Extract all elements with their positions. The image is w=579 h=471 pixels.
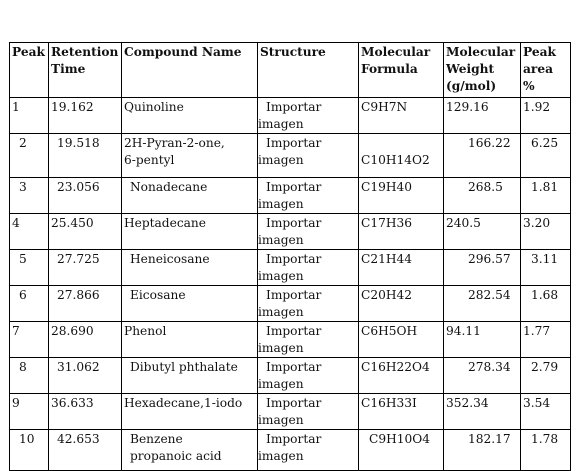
cell-molecular-formula: C19H40 — [359, 178, 444, 214]
cell-peak: 10 — [10, 430, 49, 471]
cell-molecular-weight: 278.34 — [444, 358, 521, 394]
cell-molecular-weight: 182.17 — [444, 430, 521, 471]
cell-retention-time: 19.162 — [49, 98, 122, 134]
cell-peak-area: 1.81 — [521, 178, 571, 214]
header-peak-area: Peak area % — [521, 43, 571, 98]
cell-structure — [258, 98, 359, 134]
cell-molecular-weight: 282.54 — [444, 286, 521, 322]
cell-molecular-formula: C9H10O4 — [359, 430, 444, 471]
structure-line2: imagen — [258, 449, 304, 463]
structure-line2: imagen — [258, 413, 304, 427]
cell-molecular-formula: C21H44 — [359, 250, 444, 286]
cell-compound-name: 2H-Pyran-2-one, 6-pentyl — [122, 134, 258, 178]
cell-structure — [258, 134, 359, 178]
cell-structure — [258, 286, 359, 322]
structure-line2: imagen — [258, 341, 304, 355]
header-row — [10, 43, 571, 98]
header-compound-name: Compound Name — [122, 43, 258, 98]
cell-compound-name: Eicosane — [122, 286, 258, 322]
cell-peak-area: 3.11 — [521, 250, 571, 286]
cell-compound-name: Heptadecane — [122, 214, 258, 250]
cell-retention-time: 25.450 — [49, 214, 122, 250]
cell-structure — [258, 430, 359, 471]
header-molecular-weight: Molecular Weight (g/mol) — [444, 43, 521, 98]
header-peak: Peak — [10, 43, 49, 98]
cell-molecular-formula: C16H33I — [359, 394, 444, 430]
cell-peak: 3 — [10, 178, 49, 214]
cell-compound-name: Benzene propanoic acid — [122, 430, 258, 471]
structure-line1: Importar — [266, 136, 322, 150]
structure-line2: imagen — [258, 153, 304, 167]
cell-retention-time: 27.866 — [49, 286, 122, 322]
cell-peak-area: 6.25 — [521, 134, 571, 178]
cell-structure — [258, 358, 359, 394]
table-row — [10, 394, 571, 430]
cell-molecular-weight: 352.34 — [444, 394, 521, 430]
table-row — [10, 98, 571, 134]
table-row — [10, 250, 571, 286]
cell-peak: 2 — [10, 134, 49, 178]
cell-structure — [258, 322, 359, 358]
cell-structure — [258, 394, 359, 430]
cell-peak: 9 — [10, 394, 49, 430]
cell-molecular-formula: C16H22O4 — [359, 358, 444, 394]
compound-table — [9, 42, 571, 471]
table-row — [10, 214, 571, 250]
table-row — [10, 178, 571, 214]
table-row — [10, 134, 571, 178]
cell-compound-name: Quinoline — [122, 98, 258, 134]
cell-molecular-formula: C6H5OH — [359, 322, 444, 358]
structure-line2: imagen — [258, 377, 304, 391]
table-row — [10, 286, 571, 322]
table-row — [10, 322, 571, 358]
header-retention-time: Retention Time — [49, 43, 122, 98]
header-molecular-formula: Molecular Formula — [359, 43, 444, 98]
cell-retention-time: 28.690 — [49, 322, 122, 358]
cell-retention-time: 36.633 — [49, 394, 122, 430]
structure-line1: Importar — [266, 432, 322, 446]
cell-retention-time: 42.653 — [49, 430, 122, 471]
cell-molecular-formula: C10H14O2 — [359, 134, 444, 178]
cell-compound-name: Dibutyl phthalate — [122, 358, 258, 394]
cell-peak-area: 3.20 — [521, 214, 571, 250]
cell-molecular-weight: 129.16 — [444, 98, 521, 134]
cell-peak-area: 1.77 — [521, 322, 571, 358]
structure-line2: imagen — [258, 233, 304, 247]
table-row — [10, 430, 571, 471]
structure-line1: Importar — [266, 252, 322, 266]
structure-line1: Importar — [266, 360, 322, 374]
cell-retention-time: 31.062 — [49, 358, 122, 394]
cell-molecular-formula: C9H7N — [359, 98, 444, 134]
cell-structure — [258, 214, 359, 250]
structure-line1: Importar — [266, 396, 322, 410]
table-row — [10, 358, 571, 394]
cell-molecular-formula: C20H42 — [359, 286, 444, 322]
cell-peak: 4 — [10, 214, 49, 250]
structure-line2: imagen — [258, 197, 304, 211]
structure-line2: imagen — [258, 117, 304, 131]
cell-compound-name: Heneicosane — [122, 250, 258, 286]
cell-molecular-weight: 240.5 — [444, 214, 521, 250]
header-structure: Structure — [258, 43, 359, 98]
cell-peak-area: 1.68 — [521, 286, 571, 322]
structure-line1: Importar — [266, 288, 322, 302]
structure-line1: Importar — [266, 180, 322, 194]
cell-peak: 7 — [10, 322, 49, 358]
cell-peak: 6 — [10, 286, 49, 322]
cell-compound-name: Nonadecane — [122, 178, 258, 214]
cell-peak: 1 — [10, 98, 49, 134]
cell-peak: 8 — [10, 358, 49, 394]
cell-compound-name: Hexadecane,1-iodo — [122, 394, 258, 430]
cell-retention-time: 27.725 — [49, 250, 122, 286]
structure-line2: imagen — [258, 305, 304, 319]
structure-line1: Importar — [266, 324, 322, 338]
cell-peak-area: 1.92 — [521, 98, 571, 134]
cell-peak-area: 1.78 — [521, 430, 571, 471]
cell-peak-area: 3.54 — [521, 394, 571, 430]
cell-molecular-formula: C17H36 — [359, 214, 444, 250]
cell-molecular-weight: 296.57 — [444, 250, 521, 286]
cell-molecular-weight: 94.11 — [444, 322, 521, 358]
cell-compound-name: Phenol — [122, 322, 258, 358]
cell-retention-time: 23.056 — [49, 178, 122, 214]
cell-molecular-weight: 166.22 — [444, 134, 521, 178]
cell-molecular-weight: 268.5 — [444, 178, 521, 214]
cell-structure — [258, 178, 359, 214]
structure-line1: Importar — [266, 100, 322, 114]
cell-peak-area: 2.79 — [521, 358, 571, 394]
cell-structure — [258, 250, 359, 286]
cell-peak: 5 — [10, 250, 49, 286]
structure-line2: imagen — [258, 269, 304, 283]
structure-line1: Importar — [266, 216, 322, 230]
cell-retention-time: 19.518 — [49, 134, 122, 178]
